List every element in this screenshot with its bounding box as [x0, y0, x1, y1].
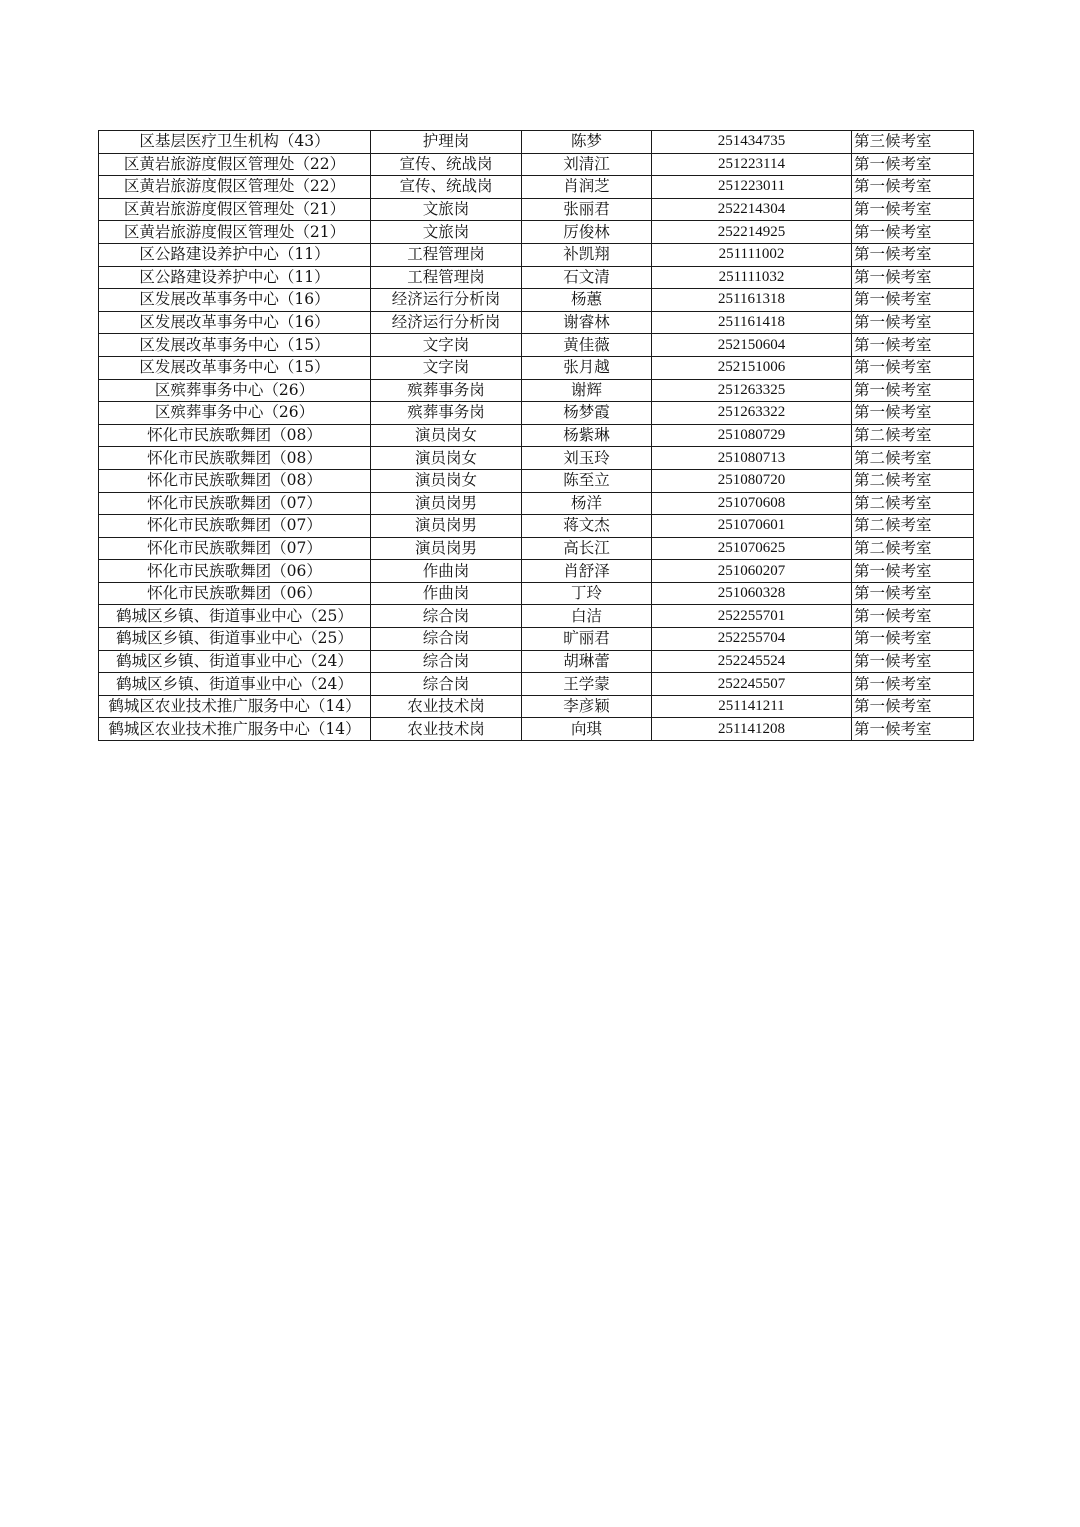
- post-cell: 作曲岗: [371, 582, 522, 605]
- unit-cell: 鹤城区乡镇、街道事业中心（25）: [99, 628, 371, 651]
- post-cell: 工程管理岗: [371, 266, 522, 289]
- candidate-name-cell: 李彦颖: [522, 695, 652, 718]
- post-cell: 文字岗: [371, 356, 522, 379]
- waiting-room-cell: 第一候考室: [852, 311, 974, 334]
- candidate-name-cell: 补凯翔: [522, 243, 652, 266]
- waiting-room-cell: 第一候考室: [852, 221, 974, 244]
- waiting-room-cell: 第二候考室: [852, 447, 974, 470]
- waiting-room-cell: 第一候考室: [852, 153, 974, 176]
- candidate-name-cell: 旷丽君: [522, 628, 652, 651]
- exam-id-cell: 252245524: [652, 650, 852, 673]
- exam-id-cell: 251060328: [652, 582, 852, 605]
- candidate-name-cell: 肖舒泽: [522, 560, 652, 583]
- unit-cell: 区公路建设养护中心（11）: [99, 266, 371, 289]
- unit-cell: 怀化市民族歌舞团（08）: [99, 447, 371, 470]
- exam-id-cell: 252255704: [652, 628, 852, 651]
- unit-cell: 区黄岩旅游度假区管理处（22）: [99, 176, 371, 199]
- post-cell: 殡葬事务岗: [371, 402, 522, 425]
- unit-cell: 区黄岩旅游度假区管理处（22）: [99, 153, 371, 176]
- candidate-name-cell: 胡琳蕾: [522, 650, 652, 673]
- table-row: [99, 131, 974, 154]
- exam-id-cell: 251141208: [652, 718, 852, 741]
- exam-id-cell: 252151006: [652, 356, 852, 379]
- waiting-room-cell: 第一候考室: [852, 334, 974, 357]
- candidate-name-cell: 杨洋: [522, 492, 652, 515]
- exam-id-cell: 252255701: [652, 605, 852, 628]
- table-row: [99, 266, 974, 289]
- unit-cell: 区基层医疗卫生机构（43）: [99, 131, 371, 154]
- waiting-room-cell: 第一候考室: [852, 198, 974, 221]
- waiting-room-cell: 第一候考室: [852, 176, 974, 199]
- post-cell: 演员岗男: [371, 515, 522, 538]
- table-row: [99, 243, 974, 266]
- candidate-name-cell: 谢睿林: [522, 311, 652, 334]
- table-row: [99, 356, 974, 379]
- waiting-room-cell: 第一候考室: [852, 650, 974, 673]
- post-cell: 文旅岗: [371, 198, 522, 221]
- unit-cell: 区殡葬事务中心（26）: [99, 402, 371, 425]
- waiting-room-cell: 第一候考室: [852, 402, 974, 425]
- table-row: [99, 537, 974, 560]
- table-row: [99, 605, 974, 628]
- exam-id-cell: 251161318: [652, 289, 852, 312]
- table-row: [99, 334, 974, 357]
- post-cell: 殡葬事务岗: [371, 379, 522, 402]
- post-cell: 经济运行分析岗: [371, 311, 522, 334]
- exam-id-cell: 251111002: [652, 243, 852, 266]
- post-cell: 护理岗: [371, 131, 522, 154]
- post-cell: 宣传、统战岗: [371, 153, 522, 176]
- waiting-room-cell: 第一候考室: [852, 243, 974, 266]
- candidate-name-cell: 陈梦: [522, 131, 652, 154]
- waiting-room-cell: 第一候考室: [852, 379, 974, 402]
- post-cell: 演员岗女: [371, 424, 522, 447]
- exam-id-cell: 251070625: [652, 537, 852, 560]
- table-row: [99, 221, 974, 244]
- post-cell: 农业技术岗: [371, 718, 522, 741]
- candidate-name-cell: 厉俊林: [522, 221, 652, 244]
- post-cell: 综合岗: [371, 673, 522, 696]
- table-row: [99, 582, 974, 605]
- unit-cell: 区公路建设养护中心（11）: [99, 243, 371, 266]
- candidate-name-cell: 刘清江: [522, 153, 652, 176]
- unit-cell: 鹤城区农业技术推广服务中心（14）: [99, 718, 371, 741]
- unit-cell: 怀化市民族歌舞团（08）: [99, 424, 371, 447]
- candidate-table-body: [99, 131, 974, 741]
- exam-id-cell: 251223011: [652, 176, 852, 199]
- waiting-room-cell: 第二候考室: [852, 469, 974, 492]
- unit-cell: 区黄岩旅游度假区管理处（21）: [99, 221, 371, 244]
- candidate-name-cell: 黄佳薇: [522, 334, 652, 357]
- exam-id-cell: 251161418: [652, 311, 852, 334]
- table-row: [99, 515, 974, 538]
- post-cell: 演员岗女: [371, 447, 522, 470]
- waiting-room-cell: 第一候考室: [852, 695, 974, 718]
- candidate-name-cell: 石文清: [522, 266, 652, 289]
- unit-cell: 鹤城区乡镇、街道事业中心（24）: [99, 650, 371, 673]
- exam-id-cell: 251263322: [652, 402, 852, 425]
- unit-cell: 怀化市民族歌舞团（07）: [99, 537, 371, 560]
- table-row: [99, 311, 974, 334]
- exam-id-cell: 251263325: [652, 379, 852, 402]
- post-cell: 演员岗男: [371, 492, 522, 515]
- table-row: [99, 379, 974, 402]
- table-row: [99, 289, 974, 312]
- exam-id-cell: 251080720: [652, 469, 852, 492]
- exam-id-cell: 252150604: [652, 334, 852, 357]
- candidate-name-cell: 王学蒙: [522, 673, 652, 696]
- candidate-name-cell: 张丽君: [522, 198, 652, 221]
- candidate-name-cell: 丁玲: [522, 582, 652, 605]
- unit-cell: 鹤城区乡镇、街道事业中心（24）: [99, 673, 371, 696]
- post-cell: 综合岗: [371, 628, 522, 651]
- post-cell: 工程管理岗: [371, 243, 522, 266]
- unit-cell: 区发展改革事务中心（16）: [99, 289, 371, 312]
- candidate-name-cell: 高长江: [522, 537, 652, 560]
- candidate-name-cell: 杨梦霞: [522, 402, 652, 425]
- candidate-name-cell: 蒋文杰: [522, 515, 652, 538]
- table-row: [99, 176, 974, 199]
- waiting-room-cell: 第一候考室: [852, 718, 974, 741]
- exam-id-cell: 252214925: [652, 221, 852, 244]
- table-row: [99, 424, 974, 447]
- waiting-room-cell: 第一候考室: [852, 673, 974, 696]
- waiting-room-cell: 第一候考室: [852, 605, 974, 628]
- table-row: [99, 673, 974, 696]
- candidate-name-cell: 杨紫琳: [522, 424, 652, 447]
- candidate-name-cell: 杨蕙: [522, 289, 652, 312]
- table-row: [99, 650, 974, 673]
- post-cell: 农业技术岗: [371, 695, 522, 718]
- unit-cell: 怀化市民族歌舞团（06）: [99, 560, 371, 583]
- post-cell: 宣传、统战岗: [371, 176, 522, 199]
- candidate-name-cell: 陈至立: [522, 469, 652, 492]
- table-row: [99, 447, 974, 470]
- exam-id-cell: 252245507: [652, 673, 852, 696]
- candidate-table: [98, 130, 974, 741]
- unit-cell: 怀化市民族歌舞团（08）: [99, 469, 371, 492]
- unit-cell: 怀化市民族歌舞团（07）: [99, 492, 371, 515]
- unit-cell: 怀化市民族歌舞团（07）: [99, 515, 371, 538]
- exam-id-cell: 251080729: [652, 424, 852, 447]
- table-row: [99, 153, 974, 176]
- exam-id-cell: 251434735: [652, 131, 852, 154]
- post-cell: 作曲岗: [371, 560, 522, 583]
- exam-id-cell: 251141211: [652, 695, 852, 718]
- waiting-room-cell: 第二候考室: [852, 492, 974, 515]
- exam-id-cell: 251111032: [652, 266, 852, 289]
- candidate-name-cell: 肖润芝: [522, 176, 652, 199]
- table-row: [99, 560, 974, 583]
- waiting-room-cell: 第二候考室: [852, 537, 974, 560]
- post-cell: 经济运行分析岗: [371, 289, 522, 312]
- exam-id-cell: 251070601: [652, 515, 852, 538]
- unit-cell: 区发展改革事务中心（15）: [99, 356, 371, 379]
- post-cell: 文字岗: [371, 334, 522, 357]
- unit-cell: 鹤城区乡镇、街道事业中心（25）: [99, 605, 371, 628]
- table-row: [99, 695, 974, 718]
- waiting-room-cell: 第一候考室: [852, 266, 974, 289]
- table-row: [99, 469, 974, 492]
- unit-cell: 怀化市民族歌舞团（06）: [99, 582, 371, 605]
- unit-cell: 区发展改革事务中心（16）: [99, 311, 371, 334]
- waiting-room-cell: 第一候考室: [852, 356, 974, 379]
- unit-cell: 区黄岩旅游度假区管理处（21）: [99, 198, 371, 221]
- post-cell: 综合岗: [371, 650, 522, 673]
- table-row: [99, 718, 974, 741]
- waiting-room-cell: 第一候考室: [852, 289, 974, 312]
- post-cell: 演员岗女: [371, 469, 522, 492]
- table-row: [99, 198, 974, 221]
- exam-id-cell: 251080713: [652, 447, 852, 470]
- waiting-room-cell: 第一候考室: [852, 560, 974, 583]
- waiting-room-cell: 第三候考室: [852, 131, 974, 154]
- waiting-room-cell: 第一候考室: [852, 628, 974, 651]
- candidate-name-cell: 向琪: [522, 718, 652, 741]
- candidate-name-cell: 白洁: [522, 605, 652, 628]
- table-row: [99, 492, 974, 515]
- exam-id-cell: 251070608: [652, 492, 852, 515]
- table-row: [99, 402, 974, 425]
- exam-id-cell: 251060207: [652, 560, 852, 583]
- exam-id-cell: 251223114: [652, 153, 852, 176]
- table-row: [99, 628, 974, 651]
- post-cell: 演员岗男: [371, 537, 522, 560]
- waiting-room-cell: 第二候考室: [852, 424, 974, 447]
- candidate-name-cell: 张月越: [522, 356, 652, 379]
- unit-cell: 区殡葬事务中心（26）: [99, 379, 371, 402]
- post-cell: 综合岗: [371, 605, 522, 628]
- waiting-room-cell: 第二候考室: [852, 515, 974, 538]
- exam-id-cell: 252214304: [652, 198, 852, 221]
- candidate-name-cell: 谢辉: [522, 379, 652, 402]
- unit-cell: 区发展改革事务中心（15）: [99, 334, 371, 357]
- unit-cell: 鹤城区农业技术推广服务中心（14）: [99, 695, 371, 718]
- post-cell: 文旅岗: [371, 221, 522, 244]
- candidate-name-cell: 刘玉玲: [522, 447, 652, 470]
- waiting-room-cell: 第一候考室: [852, 582, 974, 605]
